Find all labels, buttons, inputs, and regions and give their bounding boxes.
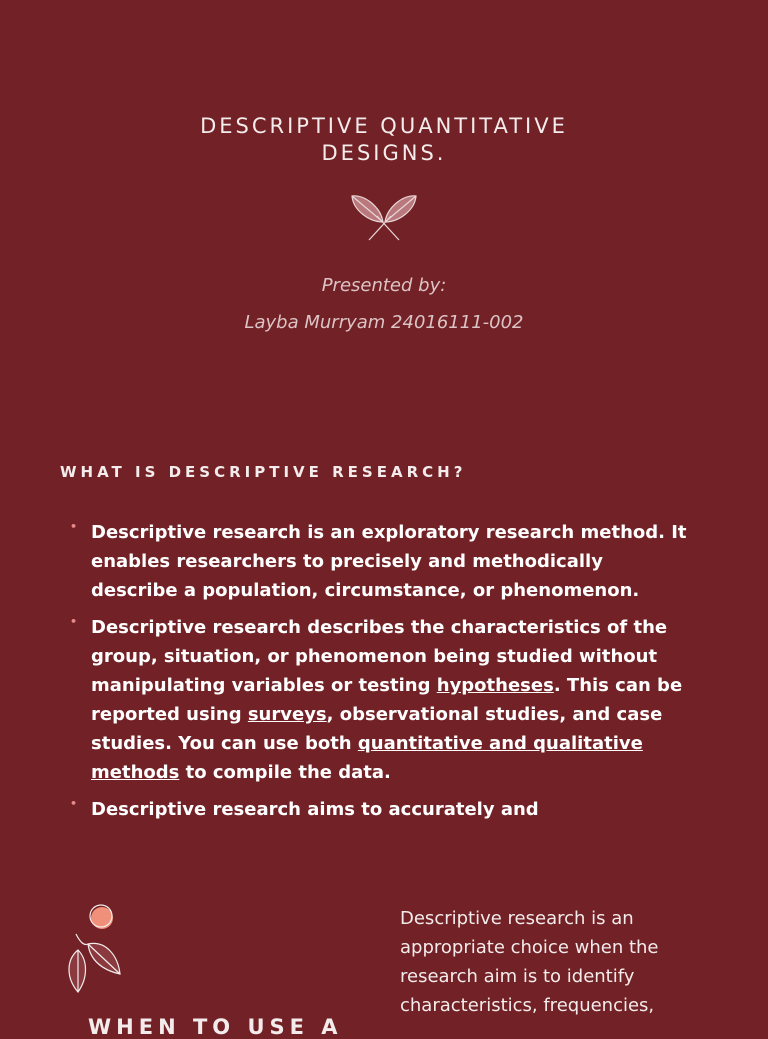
- slide-title: [0, 113, 768, 167]
- list-item: [70, 795, 691, 824]
- bullet-icon: •: [70, 797, 78, 810]
- section-heading: WHAT IS DESCRIPTIVE RESEARCH?: [60, 463, 467, 481]
- usage-heading: WHEN TO USE A: [88, 1015, 343, 1039]
- methods-link[interactable]: quantitative and qualitative methods: [91, 733, 643, 783]
- title-line-2: DESIGNS.: [321, 141, 447, 165]
- leaf-branch-icon: [62, 904, 124, 994]
- usage-text: Descriptive research is an appropriate choice when the research aim is to identify characteristics, frequencies,: [400, 908, 659, 1016]
- bullet-text: Descriptive research is an exploratory research method. It enables researchers to precisely and methodically describe a population, circumstance, or phenomenon.: [91, 522, 687, 601]
- bullet-text: Descriptive research aims to accurately and: [91, 799, 539, 820]
- bullet-icon: •: [70, 520, 78, 533]
- hypotheses-link[interactable]: hypotheses: [436, 675, 554, 696]
- bullet-list: [0, 518, 691, 832]
- leaves-icon: [345, 190, 423, 246]
- bullet-icon: •: [70, 615, 78, 628]
- list-item: [70, 613, 691, 787]
- bullet-text-part: . This can be reported using: [91, 675, 683, 725]
- presented-by-label: Presented by:: [321, 275, 447, 296]
- bullet-text-part: Descriptive research describes the characteristics of the group, situation, or phenomenon being studied without manipulating variables or testing: [91, 617, 668, 696]
- bullet-text-part: , observational studies, and case studies. You can use both: [91, 704, 663, 754]
- title-slide: [0, 0, 768, 430]
- bullet-text-part: to compile the data.: [179, 762, 391, 783]
- usage-slide: [0, 866, 768, 1039]
- title-line-1: DESCRIPTIVE QUANTITATIVE: [200, 114, 568, 138]
- list-item: [70, 518, 691, 605]
- definition-slide: [0, 430, 768, 866]
- presenter-name: Layba Murryam 24016111-002: [244, 312, 524, 333]
- surveys-link[interactable]: surveys: [247, 704, 327, 725]
